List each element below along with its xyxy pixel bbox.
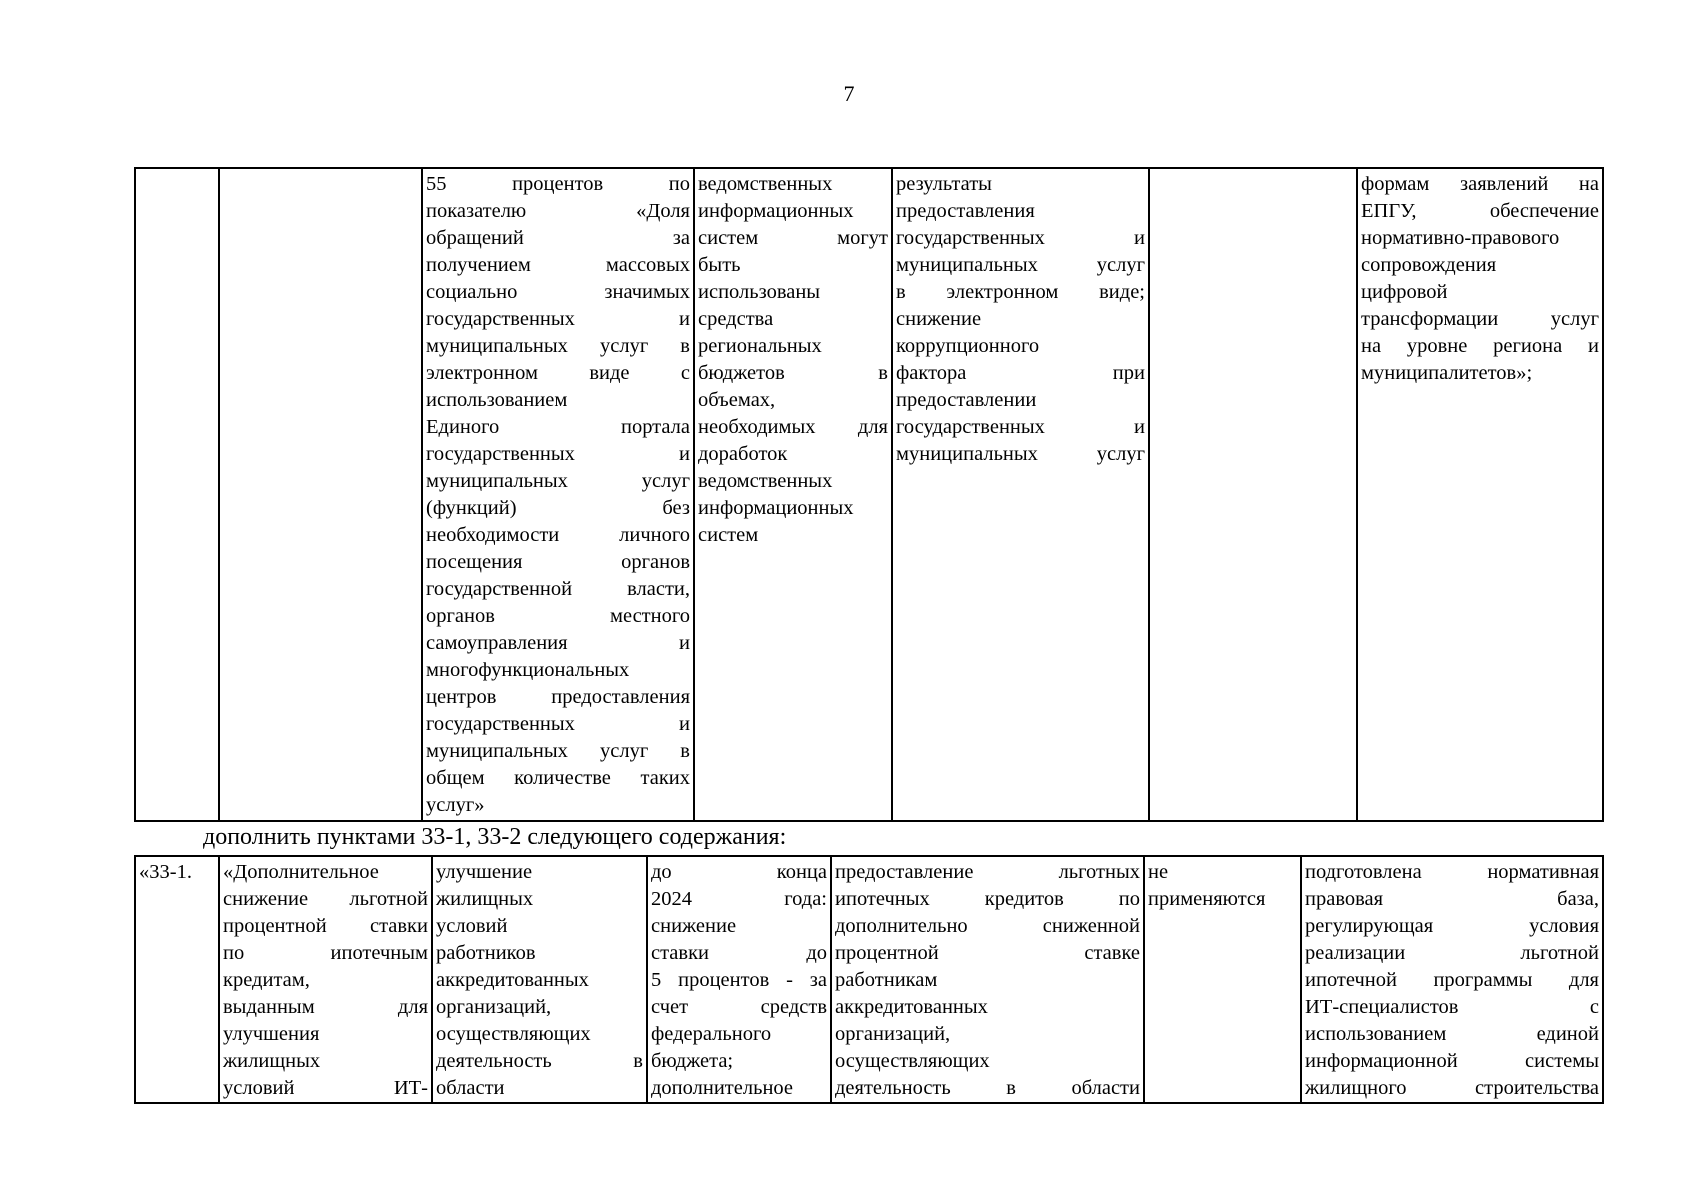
cell-results (831, 856, 1144, 1103)
cell-line: организаций, (436, 996, 552, 1018)
cell-line: до конца (651, 861, 827, 883)
cell-line: улучшения (223, 1023, 320, 1045)
cell-line: сопровождения (1361, 254, 1497, 276)
cell-line: улучшение (436, 861, 533, 883)
cell-line: нормативно-правового (1361, 227, 1560, 249)
cell-line: муниципалитетов»; (1361, 362, 1533, 384)
cell-line: быть (698, 254, 741, 276)
cell-line: ипотечных кредитов по (835, 888, 1140, 910)
cell-line: жилищных (436, 888, 534, 910)
cell-line: федерального (651, 1023, 772, 1045)
cell-line: ИТ-специалистов с (1305, 996, 1599, 1018)
cell-line: осуществляющих (436, 1023, 591, 1045)
cell-line: государственной власти, (426, 578, 690, 600)
cell-line: ипотечной программы для (1305, 969, 1599, 991)
cell-line: предоставлении (896, 389, 1037, 411)
cell-line: условий ИТ- (223, 1077, 428, 1099)
cell-empty (1149, 168, 1357, 821)
cell-event (219, 856, 432, 1103)
cell-line: на уровне региона и (1361, 335, 1599, 357)
cell-line: правовая база, (1305, 888, 1599, 910)
cell-line: организаций, (835, 1023, 951, 1045)
cell-measures (1301, 856, 1603, 1103)
cell-line: условий (436, 915, 508, 937)
cell-line: доработок (698, 443, 788, 465)
cell-line: работникам (835, 969, 938, 991)
cell-line: услуг» (426, 794, 485, 816)
cell-line: ставки до (651, 942, 827, 964)
cell-goal (432, 856, 647, 1103)
cell-line: объемах, (698, 389, 776, 411)
cell-line: снижение (651, 915, 737, 937)
cell-line: муниципальных услуг в (426, 740, 690, 762)
cell-line: в электронном виде; (896, 281, 1145, 303)
cell-line: центров предоставления (426, 686, 690, 708)
cell-line: систем могут (698, 227, 888, 249)
cell-line: не (1148, 861, 1169, 883)
cell-line: предоставление льготных (835, 861, 1140, 883)
cell-line: использованием единой (1305, 1023, 1599, 1045)
cell-line: работников (436, 942, 536, 964)
cell-line: трансформации услуг (1361, 308, 1599, 330)
cell-line: средства (698, 308, 774, 330)
cell-line: предоставления (896, 200, 1035, 222)
cell-line: информационной системы (1305, 1050, 1599, 1072)
cell-line: аккредитованных (835, 996, 988, 1018)
cell-event (219, 168, 422, 821)
cell-line: государственных и (896, 416, 1145, 438)
intro-text: дополнить пунктами 33-1, 33-2 следующего содержания: (203, 824, 787, 850)
cell-indicator (647, 856, 831, 1103)
cell-line: «Дополнительное (223, 861, 379, 883)
cell-line: бюджета; (651, 1050, 734, 1072)
cell-applicability (1144, 856, 1301, 1103)
cell-line: деятельность в области (835, 1077, 1140, 1099)
cell-line: снижение (896, 308, 982, 330)
cell-line: результаты (896, 173, 992, 195)
cell-line: государственных и (426, 713, 690, 735)
cell-line: «33-1. (139, 861, 192, 883)
cell-line: коррупционного (896, 335, 1040, 357)
cell-line: применяются (1148, 888, 1266, 910)
cell-line: осуществляющих (835, 1050, 990, 1072)
cell-line: аккредитованных (436, 969, 589, 991)
cell-line: муниципальных услуг (896, 443, 1145, 465)
cell-line: показателю «Доля (426, 200, 690, 222)
page-number: 7 (843, 81, 855, 106)
cell-line: использованием (426, 389, 568, 411)
cell-line: формам заявлений на (1361, 173, 1599, 195)
cell-line: снижение льготной (223, 888, 428, 910)
cell-line: ведомственных (698, 173, 833, 195)
cell-line: многофункциональных (426, 659, 630, 681)
cell-line: области (436, 1077, 505, 1099)
cell-line: процентной ставки (223, 915, 428, 937)
cell-line: посещения органов (426, 551, 690, 573)
table-bottom (134, 855, 1604, 1104)
cell-results (892, 168, 1149, 821)
cell-line: 55 процентов по (426, 173, 690, 195)
cell-line: электронном виде с (426, 362, 690, 384)
cell-line: обращений за (426, 227, 690, 249)
cell-line: государственных и (896, 227, 1145, 249)
cell-line: использованы (698, 281, 821, 303)
cell-line: самоуправления и (426, 632, 690, 654)
cell-line: жилищных (223, 1050, 321, 1072)
cell-number (135, 856, 219, 1103)
cell-line: государственных и (426, 443, 690, 465)
table-row (135, 168, 1603, 821)
cell-line: систем (698, 524, 759, 546)
cell-line: общем количестве таких (426, 767, 690, 789)
cell-line: счет средств (651, 996, 827, 1018)
cell-line: социально значимых (426, 281, 690, 303)
cell-line: 5 процентов - за (651, 969, 827, 991)
cell-line: процентной ставке (835, 942, 1140, 964)
cell-line: государственных и (426, 308, 690, 330)
cell-line: муниципальных услуг в (426, 335, 690, 357)
cell-line: муниципальных услуг (426, 470, 690, 492)
cell-line: бюджетов в (698, 362, 888, 384)
cell-line: органов местного (426, 605, 690, 627)
cell-funding (694, 168, 892, 821)
cell-line: получением массовых (426, 254, 690, 276)
cell-line: ЕПГУ, обеспечение (1361, 200, 1599, 222)
cell-line: дополнительное (651, 1077, 794, 1099)
cell-line: необходимости личного (426, 524, 690, 546)
cell-line: (функций) без (426, 497, 690, 519)
cell-line: 2024 года: (651, 888, 827, 910)
cell-number (135, 168, 219, 821)
cell-line: муниципальных услуг (896, 254, 1145, 276)
cell-line: ведомственных (698, 470, 833, 492)
cell-line: деятельность в (436, 1050, 643, 1072)
cell-line: реализации льготной (1305, 942, 1599, 964)
cell-line: информационных (698, 200, 854, 222)
cell-line: регулирующая условия (1305, 915, 1599, 937)
cell-line: кредитам, (223, 969, 310, 991)
cell-line: подготовлена нормативная (1305, 861, 1599, 883)
cell-line: фактора при (896, 362, 1145, 384)
cell-line: региональных (698, 335, 822, 357)
cell-line: по ипотечным (223, 942, 428, 964)
cell-line: информационных (698, 497, 854, 519)
table-row (135, 856, 1603, 1103)
table-top (134, 167, 1604, 822)
cell-line: Единого портала (426, 416, 690, 438)
cell-line: необходимых для (698, 416, 888, 438)
cell-line: выданным для (223, 996, 428, 1018)
cell-indicator (422, 168, 694, 821)
cell-line: жилищного строительства (1305, 1077, 1599, 1099)
cell-line: цифровой (1361, 281, 1448, 303)
cell-line: дополнительно сниженной (835, 915, 1140, 937)
cell-measures (1357, 168, 1603, 821)
